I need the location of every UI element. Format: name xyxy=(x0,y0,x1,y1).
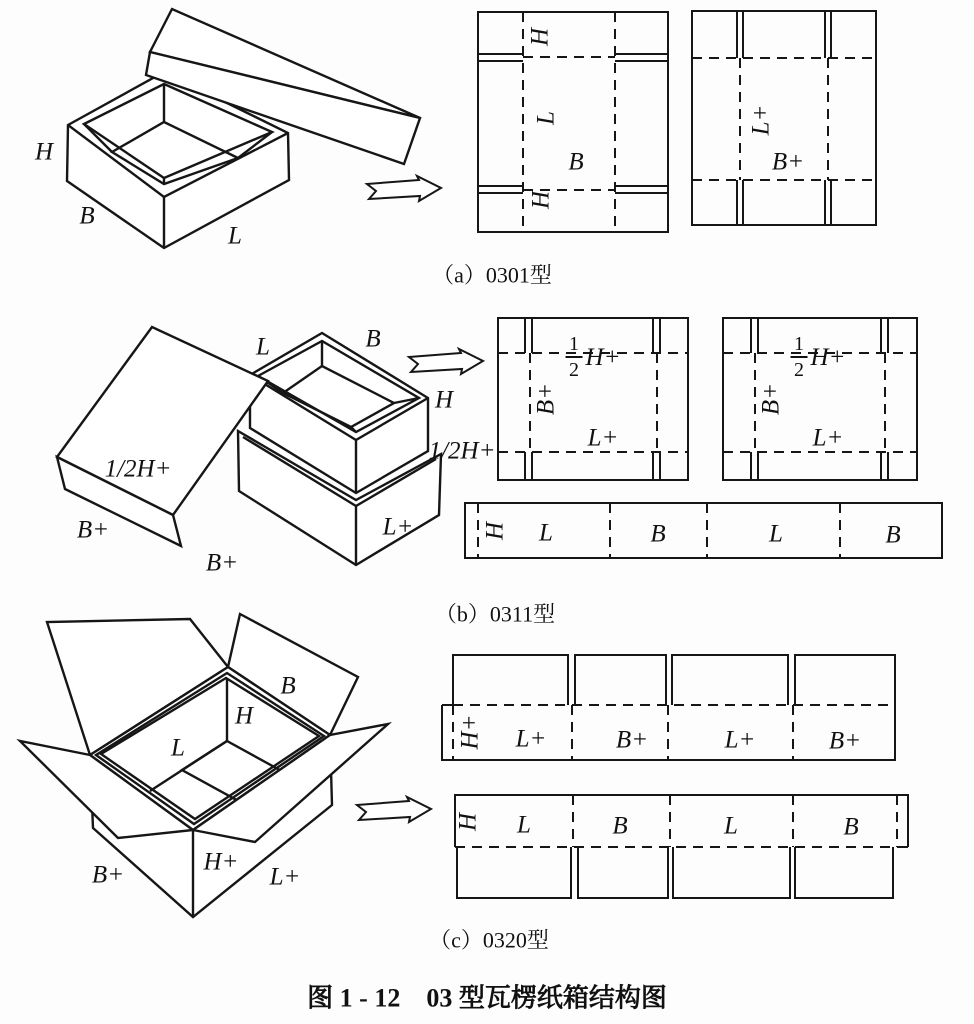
dim-c3d-H: H xyxy=(234,702,254,730)
figure-title: 图 1 - 12 03 型瓦楞纸箱结构图 xyxy=(307,983,667,1013)
dim-bstrip-L2: L xyxy=(769,520,783,548)
fraction-bar xyxy=(566,356,583,358)
dim-b3d-halfH-lid: 1/2H+ xyxy=(104,455,172,483)
dim-bstrip-H: H xyxy=(481,521,509,541)
caption-b: （b）0311型 xyxy=(434,601,556,627)
fraction-bar xyxy=(791,356,808,358)
box3d-0301 xyxy=(67,9,420,248)
dim-b1-Bplus: B+ xyxy=(532,382,560,416)
arrow-b-icon xyxy=(409,349,483,374)
dim-bstrip-B2: B xyxy=(885,521,901,549)
dim-cs1-B1: B+ xyxy=(615,726,649,754)
dim-cs2-H: H xyxy=(454,812,482,832)
dim-a2-Bplus: B+ xyxy=(771,148,805,176)
dim-cs1-Hplus: H+ xyxy=(456,714,484,750)
dim-a1-H-bottom: H xyxy=(527,190,555,210)
arrow-a-icon xyxy=(367,176,441,201)
dim-b1-Lplus: L+ xyxy=(587,424,619,452)
dim-cs2-L2: L xyxy=(724,812,738,840)
dim-cs2-L1: L xyxy=(517,811,531,839)
dim-c3d-L: L xyxy=(171,734,185,762)
dim-a3d-B: B xyxy=(79,202,95,230)
dim-b3d-Bplus-lid: B+ xyxy=(76,516,110,544)
dim-c3d-Lplus: L+ xyxy=(269,863,301,891)
dim-cs1-L2: L+ xyxy=(724,726,756,754)
fraction-one-half: $\frac{1}{2}$ xyxy=(791,334,808,380)
dim-a3d-L: L xyxy=(228,222,242,250)
dim-b3d-Bplus-body: B+ xyxy=(205,549,239,577)
dim-b1-halfH: $\frac{1}{2}$ H+ xyxy=(566,334,621,380)
dim-b3d-L: L xyxy=(256,333,270,361)
dim-cs1-B2: B+ xyxy=(828,727,862,755)
dim-b2-halfH: $\frac{1}{2}$ H+ xyxy=(791,334,846,380)
strip-0320-top xyxy=(442,655,895,760)
dim-b3d-halfH-right: 1/2H+ xyxy=(428,437,496,465)
dim-b3d-H: H xyxy=(434,386,454,414)
dim-a1-B: B xyxy=(568,148,584,176)
layout-0301-right xyxy=(692,11,876,225)
dim-b2-Lplus: L+ xyxy=(812,424,844,452)
caption-c: （c）0320型 xyxy=(429,927,549,953)
dim-a2-Lplus: L+ xyxy=(747,104,775,136)
dim-c3d-B: B xyxy=(280,672,296,700)
dim-c3d-Hplus: H+ xyxy=(203,848,239,876)
dim-b3d-Lplus: L+ xyxy=(382,513,414,541)
dim-a1-L: L xyxy=(532,111,560,125)
dim-a3d-H: H xyxy=(34,138,54,166)
dim-cs2-B2: B xyxy=(843,813,859,841)
strip-0320-bottom xyxy=(455,795,908,898)
caption-a: （a）0301型 xyxy=(432,262,552,288)
dim-a1-H-top: H xyxy=(526,27,554,47)
dim-b3d-B: B xyxy=(365,325,381,353)
fraction-one-half: $\frac{1}{2}$ xyxy=(566,334,583,380)
dim-cs2-B1: B xyxy=(612,812,628,840)
dim-cs1-L1: L+ xyxy=(515,725,547,753)
dim-c3d-Bplus: B+ xyxy=(91,861,125,889)
dim-bstrip-B1: B xyxy=(650,520,666,548)
strip-0311 xyxy=(465,503,942,558)
layout-0301-left xyxy=(478,12,668,232)
dim-b2-Bplus: B+ xyxy=(757,382,785,416)
dim-bstrip-L1: L xyxy=(539,519,553,547)
arrow-c-icon xyxy=(357,797,431,822)
